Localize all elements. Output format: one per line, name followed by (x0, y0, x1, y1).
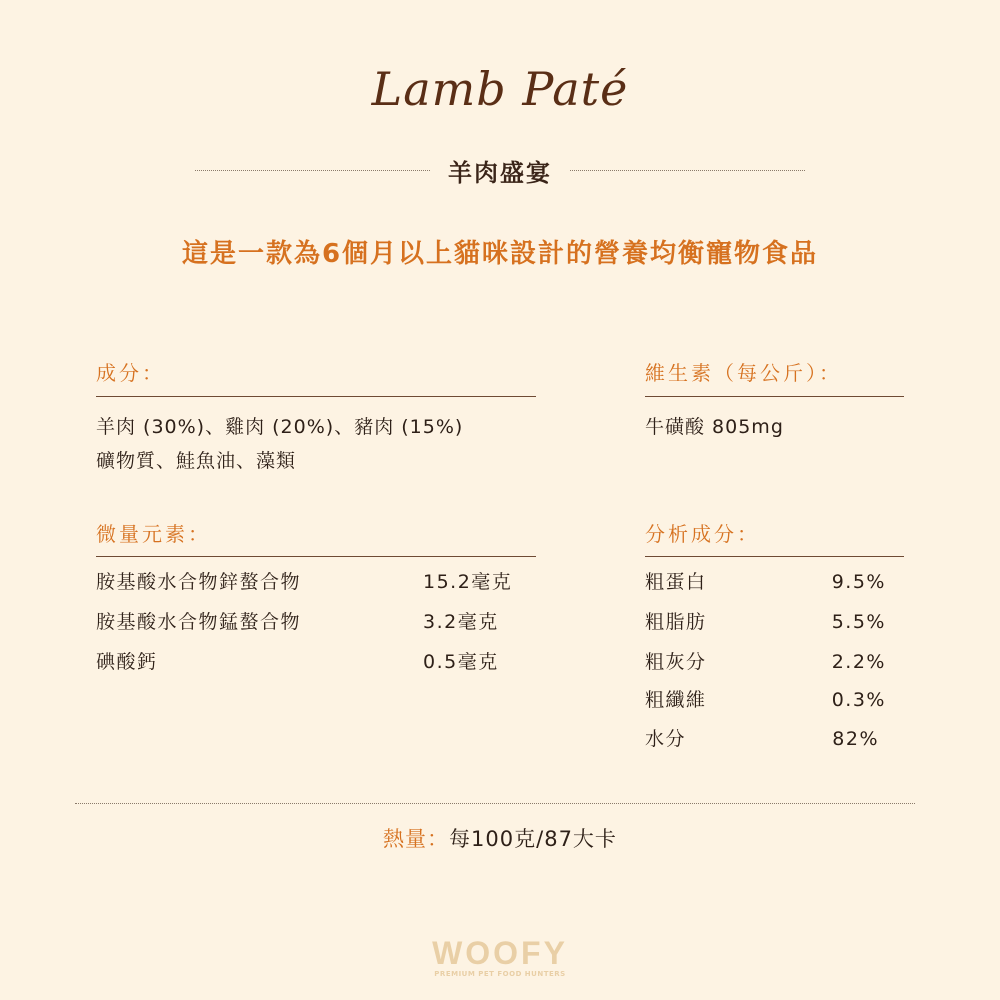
analysis-row (645, 563, 904, 601)
trace-value: 3.2毫克 (423, 611, 499, 633)
analysis-value: 9.5% (831, 571, 886, 593)
brand-tagline: PREMIUM PET FOOD HUNTERS (434, 970, 566, 978)
bottom-dotted-divider (75, 803, 915, 804)
trace-row (96, 603, 536, 641)
brand-logo (0, 935, 1000, 978)
analysis-row (645, 720, 904, 758)
analysis-rule (645, 556, 904, 557)
analysis-heading: 分析成分： (645, 522, 760, 546)
ingredients-line: 礦物質、鮭魚油、藻類 (96, 450, 297, 472)
trace-value: 15.2毫克 (423, 571, 513, 593)
energy-value: 每100克/87大卡 (449, 827, 617, 851)
analysis-row (645, 643, 904, 681)
analysis-name: 粗灰分 (645, 651, 707, 673)
trace-elements-rule (96, 556, 536, 557)
ingredients-text (96, 410, 463, 478)
trace-elements-heading: 微量元素： (96, 522, 211, 546)
analysis-name: 粗纖維 (645, 689, 707, 711)
analysis-name: 水分 (645, 728, 687, 750)
trace-name: 胺基酸水合物鋅螯合物 (96, 571, 302, 593)
energy-line (0, 823, 1000, 853)
product-title: Lamb Paté (371, 62, 629, 116)
product-tagline: 這是一款為6個月以上貓咪設計的營養均衡寵物食品 (181, 239, 819, 269)
trace-row (96, 563, 536, 601)
brand-name: WOOFY (432, 935, 568, 971)
analysis-value: 5.5% (831, 611, 886, 633)
subtitle-row (195, 150, 805, 190)
analysis-value: 2.2% (831, 651, 886, 673)
vitamins-heading: 維生素（每公斤）： (645, 361, 842, 385)
trace-name: 碘酸鈣 (96, 651, 158, 673)
analysis-row (645, 681, 904, 719)
trace-row (96, 643, 536, 681)
vitamins-text: 牛磺酸 805mg (645, 416, 784, 438)
analysis-name: 粗脂肪 (645, 611, 707, 633)
dotted-divider-right (570, 170, 805, 171)
analysis-value: 82% (832, 728, 879, 750)
trace-value: 0.5毫克 (423, 651, 499, 673)
ingredients-line: 羊肉 (30%)、雞肉 (20%)、豬肉 (15%) (96, 416, 464, 438)
analysis-row (645, 603, 904, 641)
analysis-value: 0.3% (831, 689, 886, 711)
dotted-divider-left (195, 170, 430, 171)
ingredients-rule (96, 396, 536, 397)
ingredients-heading: 成分： (96, 361, 165, 385)
energy-label: 熱量： (383, 827, 450, 851)
product-subtitle: 羊肉盛宴 (448, 158, 552, 187)
vitamins-rule (645, 396, 904, 397)
trace-name: 胺基酸水合物錳螯合物 (96, 611, 302, 633)
analysis-name: 粗蛋白 (645, 571, 707, 593)
